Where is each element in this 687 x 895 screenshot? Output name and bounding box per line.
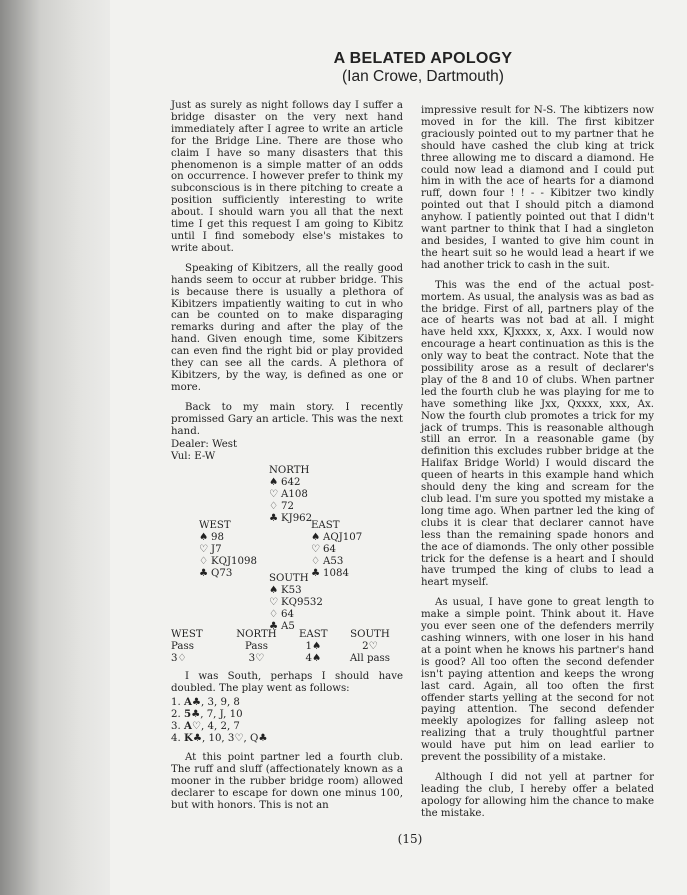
play-trick-3 (171, 721, 403, 733)
east-hand (311, 520, 362, 580)
north-diamonds: 72 (281, 501, 294, 512)
north-hand (269, 465, 312, 525)
west-diamonds: KQJ1098 (211, 556, 257, 567)
paragraph-7: As usual, I have gone to great length to make a simple point. Think about it. Have you ever seen one of the defenders merrily cashing winners, with one loser in his hand at a point when he knows his partner's hand is good? All too often the second defender isn't paying attention and keeps the wrong last card. Again, all too often the first offender starts yelling at the second for not paying attention. The second defender meekly apologizes for falling asleep not realizing that a truly thoughtful partner would have put him on lead earlier to prevent the possibility of a mistake. (421, 597, 654, 764)
heart-icon: ♡ (269, 489, 279, 501)
east-diamonds: A53 (323, 556, 344, 567)
spade-icon: ♠ (311, 532, 321, 544)
north-spades: 642 (281, 477, 301, 489)
page-number: (15) (397, 832, 423, 846)
auction-cell: All pass (349, 653, 390, 665)
east-spades: AQJ107 (323, 532, 363, 544)
club-icon: ♣ (269, 512, 279, 524)
paragraph-1: Just as surely as night follows day I suffer a bridge disaster on the very next hand immediately after I agree to write an article for the Bridge Line. There are those who claim I have so many disasters that this phenomenon is a simple matter of an odds on occurrence. I however prefer to think my subconscious is in there pitching to create a position sufficiently interesting to write about. I should warn you all that the next time I get this request I am going to Kibitz until I find somebody else's mistakes to write about. (171, 100, 403, 254)
north-hearts: A108 (281, 489, 308, 501)
auction-cell: Pass (171, 641, 194, 653)
auction-header-east: EAST (299, 629, 328, 641)
diamond-icon: ♢ (269, 501, 279, 512)
north-clubs: KJ962 (281, 512, 313, 524)
auction-header-south: SOUTH (350, 629, 390, 641)
auction-cell: 1♠ (305, 641, 322, 653)
east-hearts: 64 (323, 544, 336, 556)
south-label: SOUTH (269, 573, 309, 585)
diamond-icon: ♢ (199, 556, 209, 567)
trick-lead: A♡ (183, 719, 202, 732)
west-clubs: Q73 (211, 567, 233, 579)
paragraph-8: Although I did not yell at partner for leading the club, I hereby offer a belated apology for allowing him the chance to make the mistake. (421, 771, 654, 819)
west-hearts: J7 (211, 544, 222, 556)
paragraph-5: impressive result for N-S. The kibtizers now moved in for the kill. The first kibitzer graciously pointed out to my partner that he should have cashed the club king at trick three allowing me to discard a diamond. He could now lead a diamond and I could put him in with the ace of hearts for a diamond ruff, down four ! ! - - Kibitzer two kindly pointed out that I should pitch a diamond anyhow. I patiently pointed out that I didn't want partner to think that I had a singleton and besides, I wanted to give him count in the heart suit so he would lead a heart if we had another trick to cash in the suit. (421, 105, 654, 271)
club-icon: ♣ (199, 567, 209, 579)
right-column (421, 105, 654, 828)
paragraph-3: Back to my main story. I recently promissed Gary an article. This was the next hand. (171, 401, 403, 437)
paragraph-2: Speaking of Kibitzers, all the really good hands seem to occur at rubber bridge. This is because there is usually a plethora of Kibitzers impatiently waiting to cut in who can be counted on to make disparaging remarks during and after the play of the hand. Given enough time, some Kibitzers can even find the right bid or play provided they can see all the cards. A plethora of Kibitzers, by the way, is defined as one or more. (171, 262, 403, 393)
trick-number: 3. (171, 720, 181, 732)
heart-icon: ♡ (269, 597, 279, 609)
scan-binding-shadow (0, 0, 115, 895)
auction-table (171, 629, 403, 665)
trick-lead: 5♣ (183, 707, 201, 720)
north-label: NORTH (269, 465, 310, 477)
article-title: A BELATED APOLOGY (333, 50, 513, 67)
south-spades: K53 (281, 585, 302, 597)
play-trick-2 (171, 709, 403, 721)
west-hand (199, 520, 257, 580)
trick-lead: K♣ (183, 731, 202, 744)
article-byline: (Ian Crowe, Dartmouth) (342, 68, 504, 85)
vulnerability-line: Vul: E-W (171, 451, 216, 463)
trick-number: 4. (171, 732, 181, 744)
auction-cell: 3♢ (171, 653, 187, 665)
trick-cards: , 3, 9, 8 (201, 696, 240, 708)
heart-icon: ♡ (311, 544, 321, 556)
auction-cell: 4♠ (305, 653, 322, 665)
play-trick-1 (171, 697, 403, 709)
trick-cards: , 4, 2, 7 (201, 720, 240, 732)
deal-diagram (171, 465, 403, 632)
auction-cell: 3♡ (248, 653, 265, 665)
south-hearts: KQ9532 (281, 597, 323, 609)
trick-lead: A♣ (183, 695, 202, 708)
south-diamonds: 64 (281, 609, 294, 620)
auction-cell: Pass (245, 641, 268, 653)
east-label: EAST (311, 520, 340, 532)
play-intro: I was South, perhaps I should have doubled. The play went as follows: (171, 671, 403, 694)
diamond-icon: ♢ (311, 556, 321, 567)
auction-row (171, 653, 403, 665)
play-trick-4 (171, 733, 403, 745)
auction-header-north: NORTH (236, 629, 277, 641)
spade-icon: ♠ (199, 532, 209, 544)
diamond-icon: ♢ (269, 609, 279, 620)
south-hand (269, 573, 323, 633)
paragraph-4: At this point partner led a fourth club. The ruff and sluff (affectionately known as a mooner in the rubber bridge room) allowed declarer to escape for down one minus 100, but with honors. This is not an (171, 752, 403, 812)
west-spades: 98 (211, 532, 224, 544)
club-icon: ♣ (269, 620, 279, 632)
trick-cards: , 7, J, 10 (200, 708, 243, 720)
left-column (171, 100, 403, 820)
auction-cell: 2♡ (362, 641, 378, 653)
spade-icon: ♠ (269, 585, 279, 597)
auction-row (171, 641, 403, 653)
dealer-line: Dealer: West (171, 439, 238, 451)
east-clubs: 1084 (323, 567, 349, 579)
spade-icon: ♠ (269, 477, 279, 489)
trick-number: 2. (171, 708, 181, 720)
west-label: WEST (199, 520, 231, 532)
paragraph-6: This was the end of the actual post-mortem. As usual, the analysis was as bad as the bridge. First of all, partners play of the ace of hearts was not bad at all. I might have held xxx, KJxxxx, x, Axx. I would now encourage a heart continuation as this is the only way to beat the contract. Note that the possibility arose as a result of declarer's play of the 8 and 10 of clubs. When partner led the fourth club he was playing for me to have something like Jxx, Qxxxx, xxx, Ax. Now the fourth club promotes a trick for my jack of trumps. This is reasonable although still an error. In a reasonable game (by definition this excludes rubber bridge at the Halifax Bridge World) I would discard the queen of hearts in this example hand which should deny the king and scream for the club lead. I'm sure you spotted my mistake a long time ago. When partner led the king of clubs it is clear that declarer cannot have less than the remaining spade honors and the ace of diamonds. The only other possible trick for the defense is a heart and I should have trumped the king of clubs to lead a heart myself. (421, 279, 654, 589)
club-icon: ♣ (311, 567, 321, 579)
south-clubs: A5 (281, 620, 295, 632)
auction-header-west: WEST (171, 629, 203, 641)
trick-cards: , 10, 3♡, Q♣ (201, 732, 268, 744)
heart-icon: ♡ (199, 544, 209, 556)
trick-number: 1. (171, 696, 181, 708)
